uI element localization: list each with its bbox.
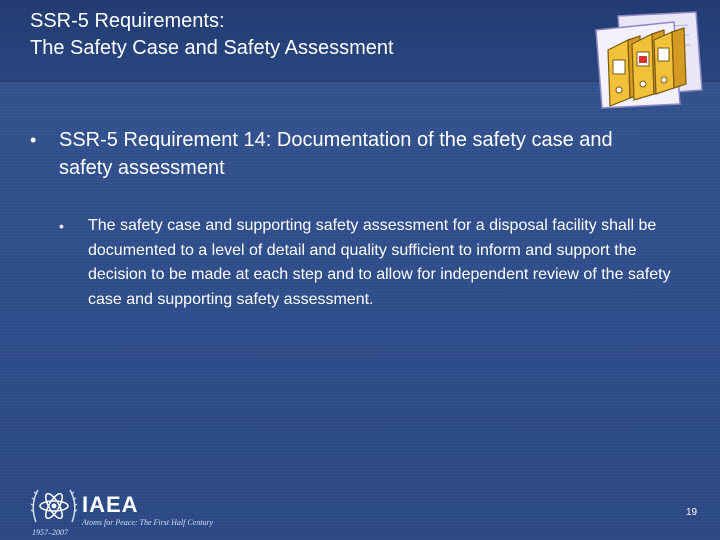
bullet-text: SSR-5 Requirement 14: Documentation of the safety case and safety assessment (59, 129, 613, 179)
sub-bullet-marker: • (59, 218, 64, 234)
bullet-marker: • (30, 130, 37, 150)
binder-folders-icon (588, 10, 706, 110)
logo-wordmark: IAEA (82, 492, 139, 517)
iaea-emblem-icon (30, 482, 78, 532)
logo-years: 1957–2007 (32, 528, 68, 537)
bullet-level-1 (30, 126, 670, 182)
page-number: 19 (686, 507, 698, 518)
sub-bullet-text: The safety case and supporting safety assessment for a disposal facility shall be documented to a level of detail and quality sufficient to inform and support the decision to be made at each step and to allow for independent review of the safety case and supporting safety assessment. (88, 217, 671, 308)
title-line-2: The Safety Case and Safety Assessment (30, 37, 394, 59)
bullet-level-2 (59, 214, 679, 312)
slide-title (30, 8, 570, 62)
title-line-1: SSR-5 Requirements: (30, 10, 225, 32)
iaea-logo (30, 482, 230, 536)
logo-tagline: Atoms for Peace: The First Half Century (82, 518, 214, 527)
